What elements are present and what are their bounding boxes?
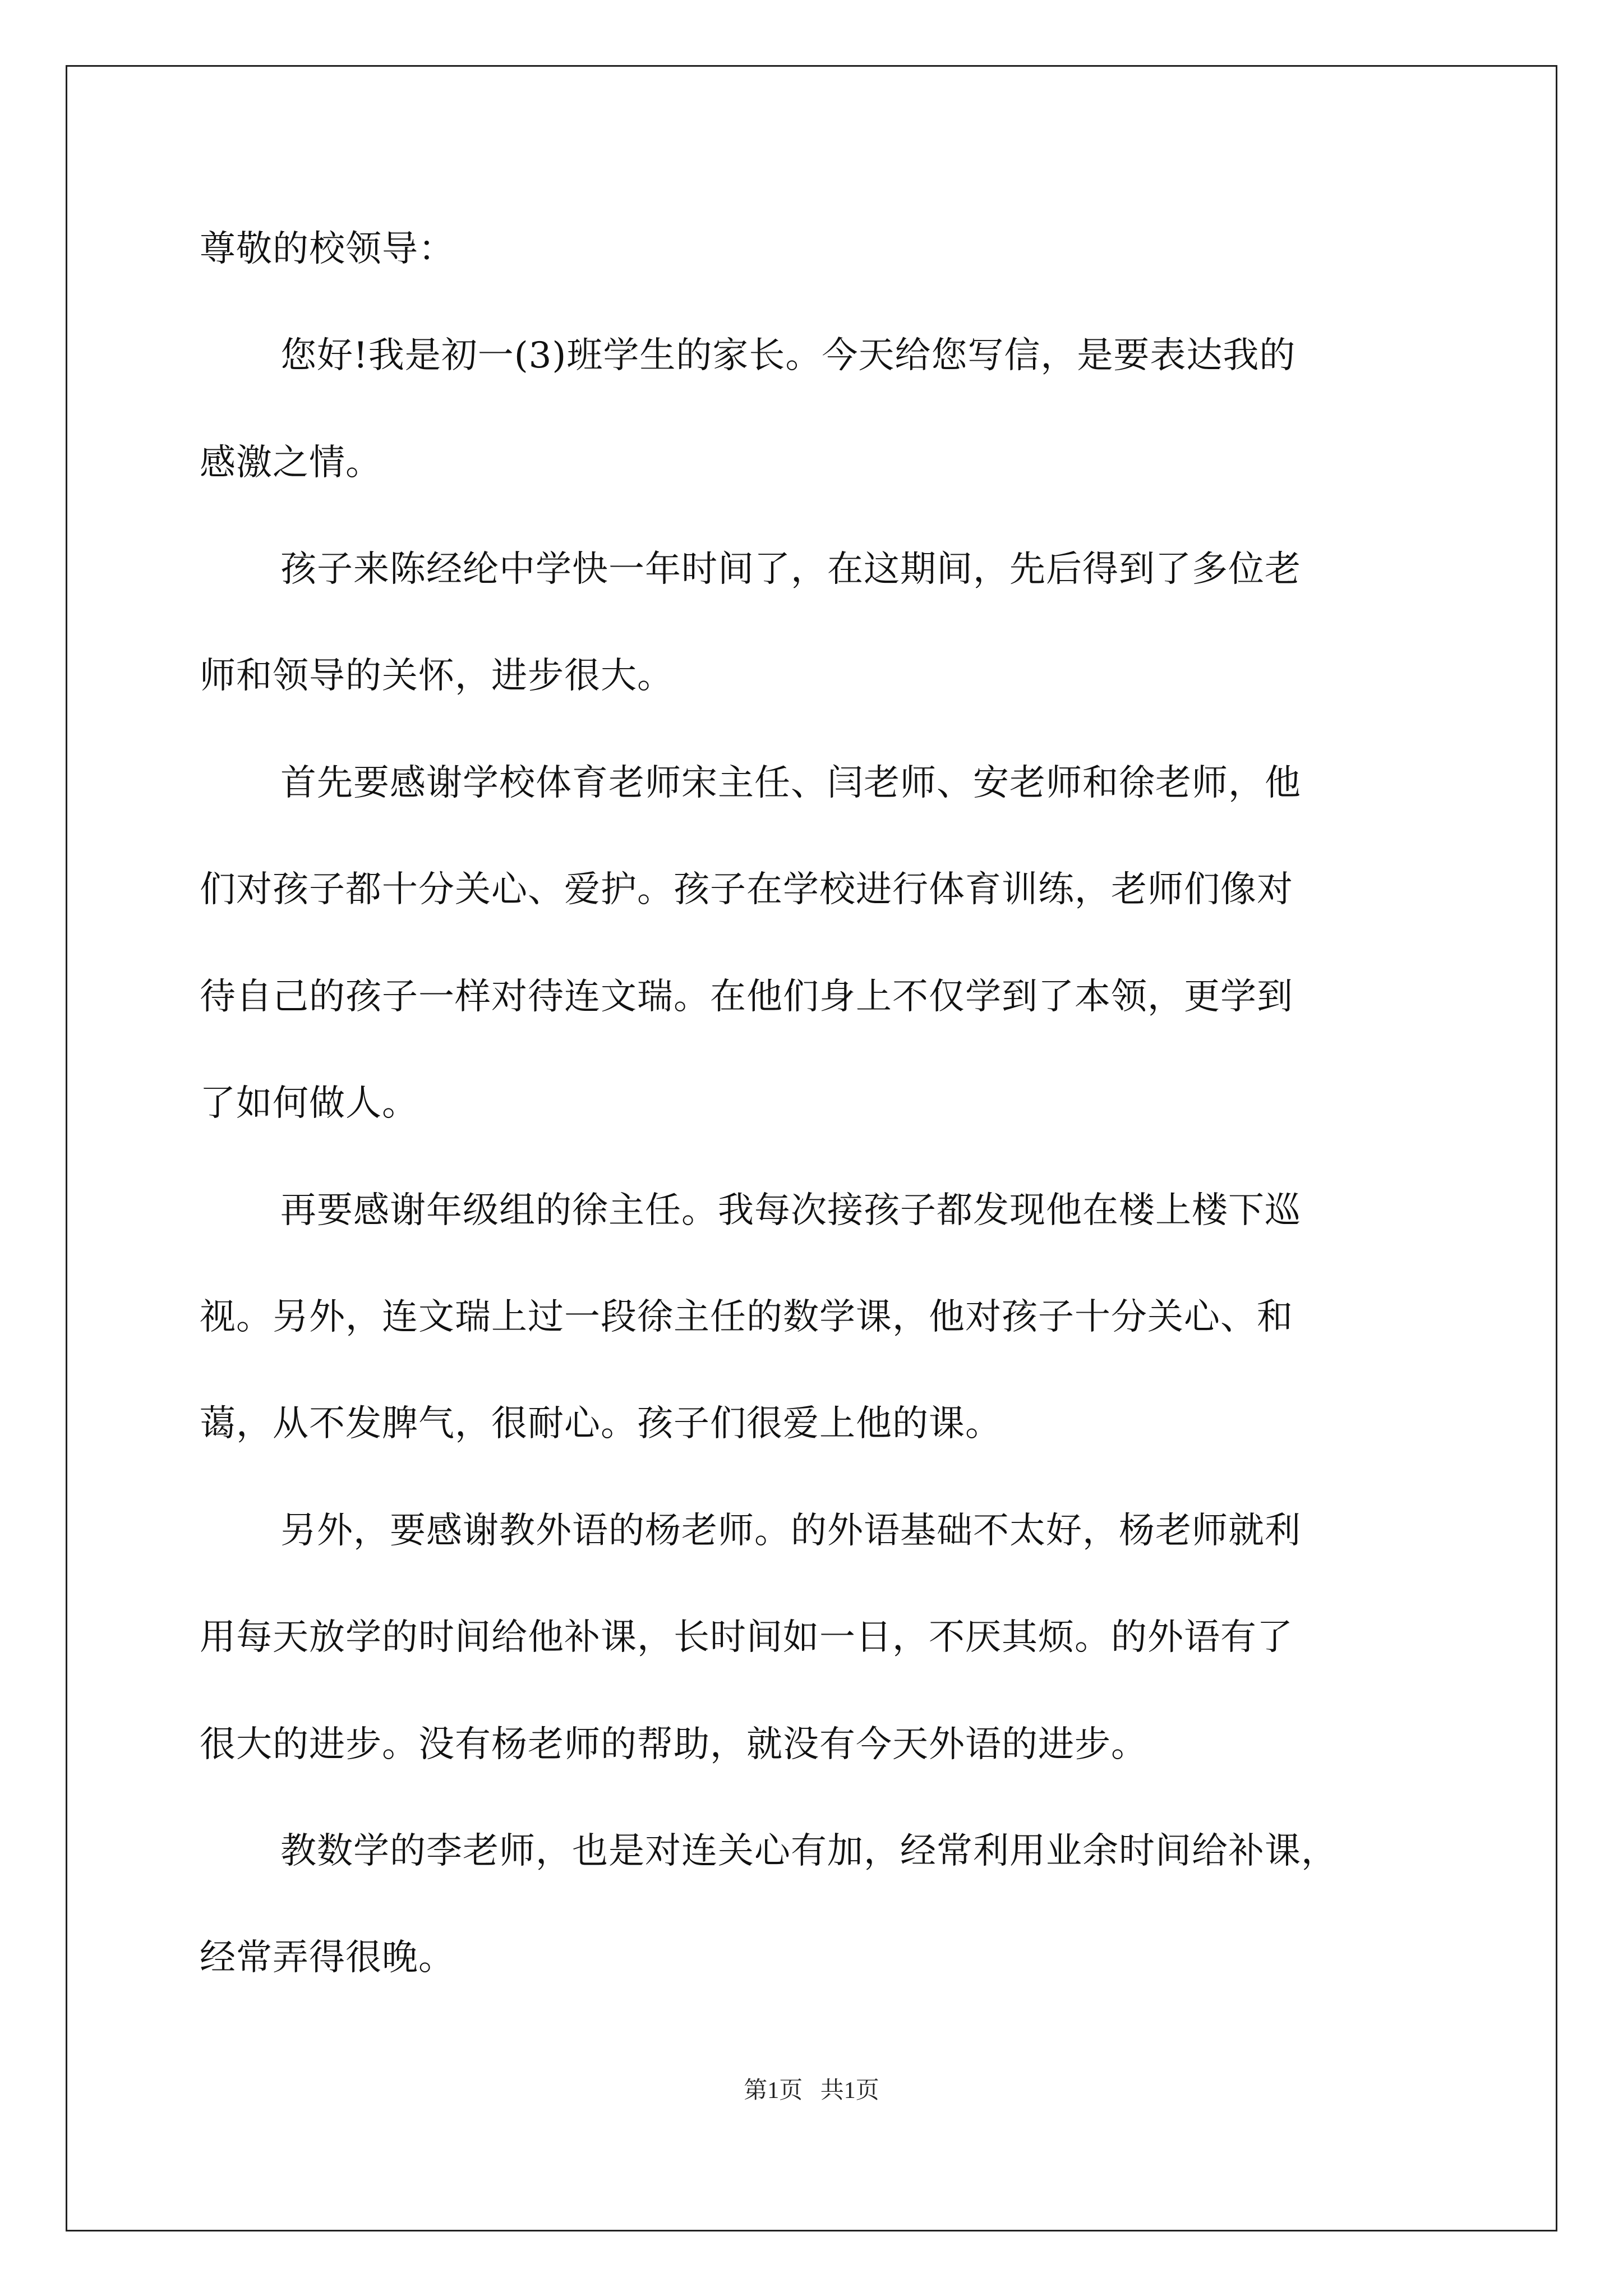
text-line: 孩子来陈经纶中学快一年时间了，在这期间，先后得到了多位老 <box>280 549 1301 590</box>
text-line: 们对孩子都十分关心、爱护。孩子在学校进行体育训练，老师们像对 <box>200 869 1293 910</box>
salutation: 尊敬的校领导： <box>200 228 455 270</box>
page-frame <box>66 65 1557 2231</box>
text-line: 首先要感谢学校体育老师宋主任、闫老师、安老师和徐老师，他 <box>280 762 1301 804</box>
text-line: 您好!我是初一(3)班学生的家长。今天给您写信，是要表达我的 <box>280 335 1296 376</box>
text-line: 经常弄得很晚。 <box>200 1937 455 1978</box>
text-line: 感激之情。 <box>200 442 382 484</box>
text-line: 很大的进步。没有杨老师的帮助，就没有今天外语的进步。 <box>200 1724 1147 1765</box>
text-line: 视。另外，连文瑞上过一段徐主任的数学课，他对孩子十分关心、和 <box>200 1296 1293 1338</box>
text-line: 待自己的孩子一样对待连文瑞。在他们身上不仅学到了本领，更学到 <box>200 976 1293 1018</box>
text-line: 另外，要感谢教外语的杨老师。的外语基础不太好，杨老师就利 <box>280 1510 1301 1552</box>
text-line: 用每天放学的时间给他补课，长时间如一日，不厌其烦。的外语有了 <box>200 1617 1293 1658</box>
text-line: 师和领导的关怀，进步很大。 <box>200 655 674 697</box>
text-line: 教数学的李老师，也是对连关心有加，经常利用业余时间给补课， <box>280 1830 1338 1872</box>
text-line: 了如何做人。 <box>200 1083 418 1124</box>
text-line: 蔼，从不发脾气，很耐心。孩子们很爱上他的课。 <box>200 1403 1002 1444</box>
page-footer: 第1页 共1页 <box>744 2078 879 2104</box>
text-line: 再要感谢年级组的徐主任。我每次接孩子都发现他在楼上楼下巡 <box>280 1190 1301 1231</box>
